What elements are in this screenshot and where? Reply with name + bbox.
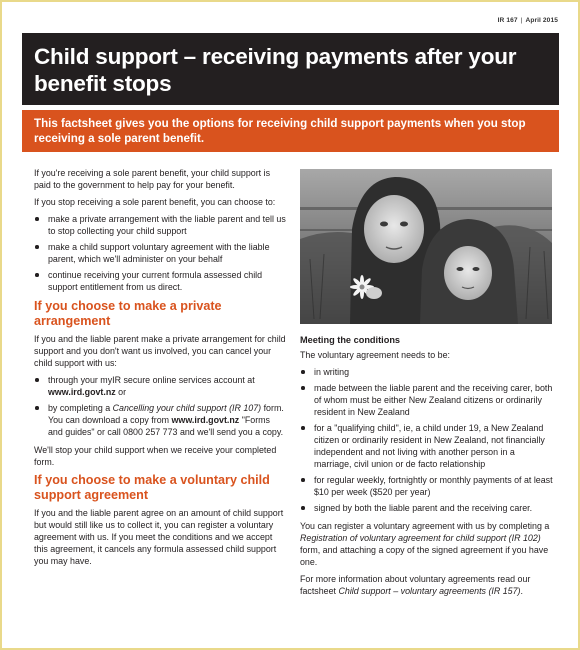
paragraph-private-intro: If you and the liable parent make a private arrangement for child support and you don't want us involved, you can cancel your child support with us: — [34, 334, 286, 368]
text-run: You can register a voluntary agreement with us by completing a — [300, 521, 550, 531]
title-banner — [22, 33, 559, 105]
paragraph-register — [300, 520, 554, 568]
heading-private-arrangement: If you choose to make a private arrangement — [34, 299, 222, 328]
ird-website-link[interactable]: www.ird.govt.nz — [48, 387, 116, 397]
conditions-list — [300, 366, 554, 514]
cancel-options-list — [34, 374, 286, 438]
heading-voluntary-agreement: If you choose to make a voluntary child support agreement — [34, 473, 270, 502]
text-run: or — [115, 387, 127, 397]
form-title-ir102: Registration of voluntary agreement for child support (IR 102) — [300, 533, 541, 543]
text-run: "Forms and guides" or call 0800 257 773 and we'll send you a copy. — [48, 415, 284, 437]
form-title-ir107: Cancelling your child support (IR 107) — [112, 403, 262, 413]
list-item: signed by both the liable parent and the receiving carer. — [300, 502, 554, 514]
paragraph-more-info — [300, 573, 554, 597]
text-run: through your myIR secure online services account at — [48, 375, 255, 385]
ref-date: April 2015 — [525, 17, 558, 24]
paragraph-voluntary-intro: If you and the liable parent agree on an amount of child support but would still like us to collect it, you can register a voluntary agreement with us. If you meet the conditions and we accept this agreement, it cancels any formula assessed child support you may have. — [34, 508, 284, 566]
document-reference — [498, 17, 558, 24]
ird-website-link[interactable]: www.ird.govt.nz — [171, 415, 240, 425]
left-column — [34, 167, 286, 572]
heading-meeting-conditions: Meeting the conditions — [300, 335, 401, 345]
list-item: continue receiving your current formula assessed child support entitlement from us direct. — [34, 269, 286, 293]
list-item: in writing — [300, 366, 554, 378]
paragraph-benefit-paid: If you're receiving a sole parent benefit, your child support is paid to the government to help pay for your benefit. — [34, 168, 271, 190]
ref-code: IR 167 — [497, 17, 518, 24]
factsheet-title-ir157: Child support – voluntary agreements (IR 157) — [338, 586, 521, 596]
text-run: by completing a — [48, 403, 113, 413]
list-item — [34, 402, 286, 438]
list-item: for regular weekly, fortnightly or monthly payments of at least $10 per week ($520 per year) — [300, 474, 554, 498]
list-item: make a private arrangement with the liable parent and tell us to stop collecting your child support — [34, 213, 286, 237]
intro-text: This factsheet gives you the options for receiving child support payments when you stop receiving a sole parent benefit. — [34, 117, 526, 145]
paragraph-stop-support: We'll stop your child support when we receive your completed form. — [34, 445, 277, 467]
paragraph-conditions-intro: The voluntary agreement needs to be: — [300, 350, 450, 360]
text-run: For more information about voluntary agreements read our factsheet — [300, 574, 531, 596]
right-column — [300, 334, 554, 602]
paragraph-choose: If you stop receiving a sole parent benefit, you can choose to: — [34, 197, 276, 207]
ref-separator: | — [520, 17, 523, 24]
text-run: form, and attaching a copy of the signed agreement if you have one. — [300, 545, 549, 567]
intro-banner — [22, 110, 559, 152]
text-run: . — [520, 586, 523, 596]
list-item: for a "qualifying child", ie, a child under 19, a New Zealand citizen or ordinarily resident in New Zealand, not financially independent and not living with another person in a marriage, civil union or de facto relationship — [300, 422, 554, 470]
list-item — [34, 374, 286, 398]
text-run: form. You can download a copy from — [48, 403, 284, 425]
list-item: made between the liable parent and the receiving carer, both of whom must be either New Zealand citizens or ordinarily resident in New Zealand — [300, 382, 554, 418]
page-title: Child support – receiving payments after your benefit stops — [34, 44, 517, 96]
choices-list — [34, 213, 286, 293]
children-photo — [300, 169, 552, 324]
list-item: make a child support voluntary agreement with the liable parent, which we'll administer on your behalf — [34, 241, 286, 265]
